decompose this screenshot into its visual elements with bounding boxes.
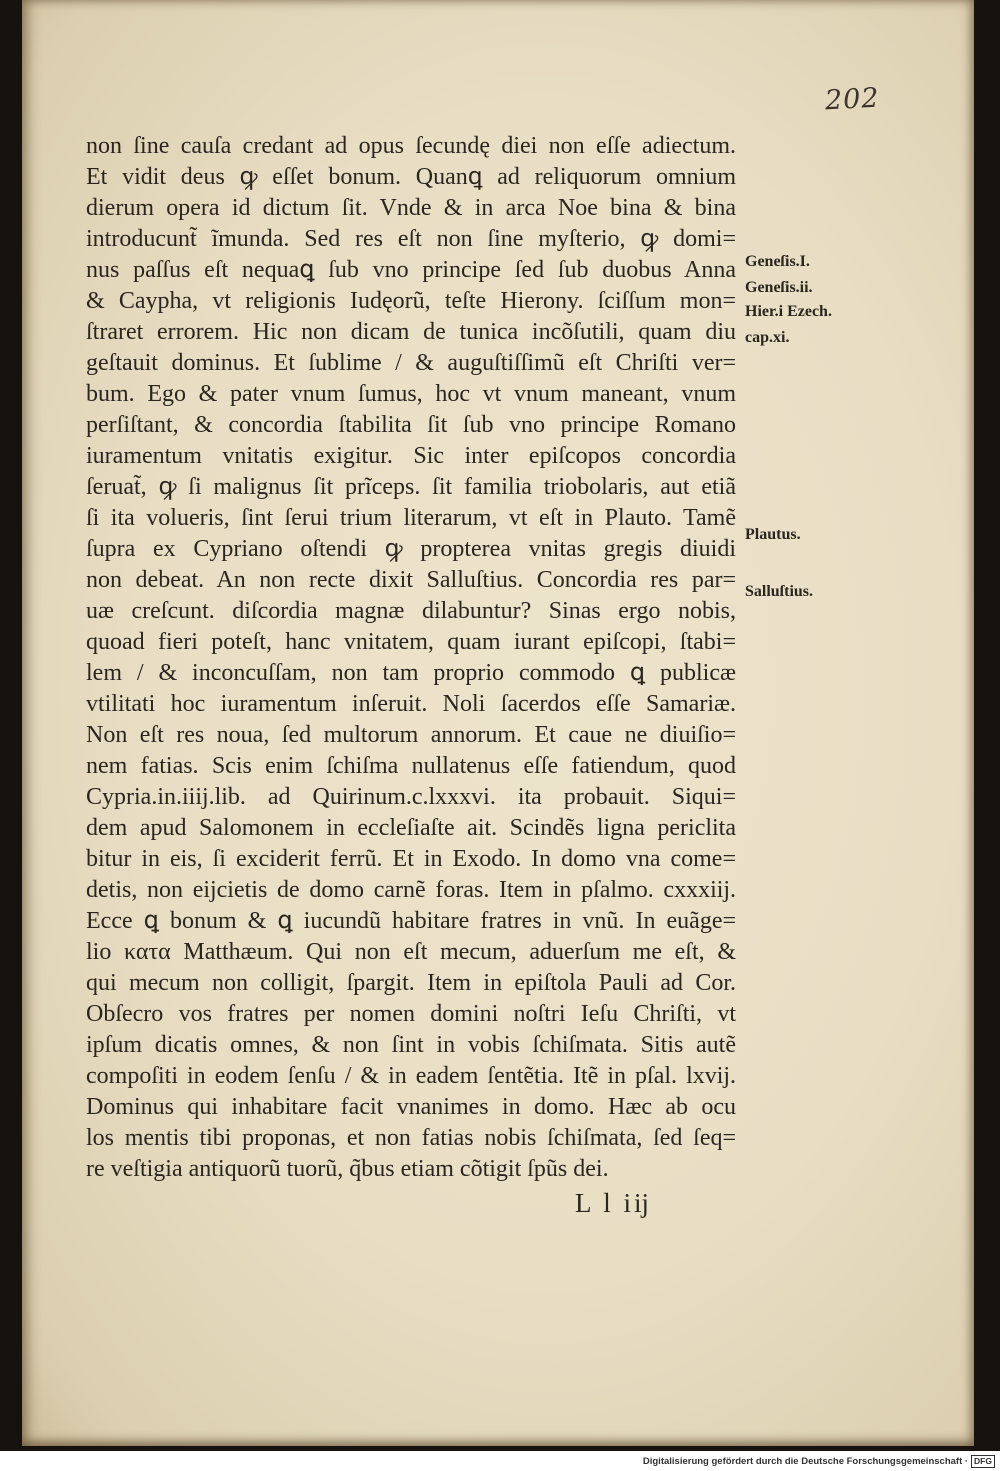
text-line: Cypria.in.iiĳ.lib. ad Quirinum.c.lxxxvi. ita probauit. Siqui= — [86, 784, 736, 810]
text-line: ipſum dicatis omnes, & non ſint in vobis ſchiſmata. Sitis autẽ — [86, 1032, 736, 1058]
text-line: dierum opera id dictum ſit. Vnde & in arca Noe bina & bina — [86, 195, 736, 221]
text-line: los mentis tibi proponas, et non fatias nobis ſchiſmata, ſed ſeq= — [86, 1125, 736, 1151]
text-line: ſeruat̃, ꝙ ſi malignus ſit prĩceps. ſit familia triobolaris, aut etiã — [86, 474, 736, 500]
book-page — [22, 0, 974, 1446]
text-line: Ecce ꝗ bonum & ꝗ iucundũ habitare fratres in vnũ. In euãge= — [86, 908, 736, 934]
marginal-note: Salluſtius. — [745, 583, 814, 600]
footer-credit: Digitalisierung gefördert durch die Deutsche Forschungsgemeinschaft · — [642, 1455, 969, 1467]
text-line: quoad fieri poteſt, hanc vnitatem, quam iurant epiſcopi, ſtabi= — [86, 629, 736, 655]
text-line: Obſecro vos fratres per nomen domini noſtri Ieſu Chriſti, vt — [86, 1001, 736, 1027]
text-line: lio κατα Matthæum. Qui non eſt mecum, aduerſum me eſt, & — [86, 939, 736, 965]
marginal-note: Hier.i Ezech. — [745, 303, 832, 320]
text-line: introducunt̃ ĩmunda. Sed res eſt non ſine myſterio, ꝙ domi= — [86, 226, 736, 252]
text-line: Non eſt res noua, ſed multorum annorum. Et caue ne diuiſio= — [86, 722, 736, 748]
marginal-note: Plautus. — [745, 526, 801, 543]
text-line: nem fatias. Scis enim ſchiſma nullatenus eſſe fatiendum, quod — [86, 753, 736, 779]
marginal-note: cap.xi. — [745, 329, 790, 346]
text-line: lem / & inconcuſſam, non tam proprio commodo ꝗ publicæ — [86, 660, 736, 686]
text-line: perſiſtant, & concordia ſtabilita ſit ſub vno principe Romano — [86, 412, 736, 438]
marginal-note: Geneſis.ii. — [745, 279, 813, 296]
text-line: dem apud Salomonem in eccleſiaſte ait. Scindẽs ligna periclita — [86, 815, 736, 841]
text-line: ſi ita volueris, ſint ſerui trium literarum, vt eſt in Plauto. Tamẽ — [86, 505, 736, 531]
text-line: vtilitati hoc iuramentum inſeruit. Noli ſacerdos eſſe Samariæ. — [86, 691, 736, 717]
text-line: qui mecum non colligit, ſpargit. Item in epiſtola Pauli ad Cor. — [86, 970, 736, 996]
text-line: re veſtigia antiquorũ tuorũ, q̃bus etiam cõtigit ſpũs dei. — [86, 1156, 609, 1182]
dfg-logo[interactable]: DFG — [971, 1455, 995, 1468]
text-line: ſtraret errorem. Hic non dicam de tunica incõſutili, quam diu — [86, 319, 736, 345]
text-line: Dominus qui inhabitare facit vnanimes in domo. Hæc ab ocu — [86, 1094, 736, 1120]
text-line: bum. Ego & pater vnum ſumus, hoc vt vnum maneant, vnum — [86, 381, 736, 407]
text-line: non debeat. An non recte dixit Salluſtius. Concordia res par= — [86, 567, 736, 593]
text-block — [86, 131, 736, 1185]
text-line: geſtauit dominus. Et ſublime / & auguſtiſſimũ eſt Chriſti ver= — [86, 350, 736, 376]
text-line: uæ creſcunt. diſcordia magnæ dilabuntur? Sinas ergo nobis, — [86, 598, 736, 624]
footer-bar — [0, 1451, 1000, 1471]
text-line: & Caypha, vt religionis Iudęorũ, teſte Hierony. ſciſſum mon= — [86, 288, 736, 314]
signature-mark: L l iĳ — [575, 1188, 652, 1218]
text-line: detis, non eĳcietis de domo carnẽ foras. Item in pſalmo. cxxxiĳ. — [86, 877, 736, 903]
text-line: Et vidit deus ꝙ eſſet bonum. Quanꝗ ad reliquorum omnium — [86, 164, 736, 190]
text-line: compoſiti in eodem ſenſu / & in eadem ſentẽtia. Itẽ in pſal. lxvĳ. — [86, 1063, 736, 1089]
handwritten-folio-number: 202 — [824, 82, 881, 117]
text-line: bitur in eis, ſi exciderit ferrũ. Et in Exodo. In domo vna come= — [86, 846, 736, 872]
text-line: non ſine cauſa credant ad opus ſecundę diei non eſſe adiectum. — [86, 133, 736, 159]
text-line: iuramentum vnitatis exigitur. Sic inter epiſcopos concordia — [86, 443, 736, 469]
marginal-note: Geneſis.I. — [745, 253, 810, 270]
text-line: nus paſſus eſt nequaꝗ ſub vno principe ſed ſub duobus Anna — [86, 257, 736, 283]
text-line: ſupra ex Cypriano oſtendi ꝙ propterea vnitas gregis diuidi — [86, 536, 736, 562]
